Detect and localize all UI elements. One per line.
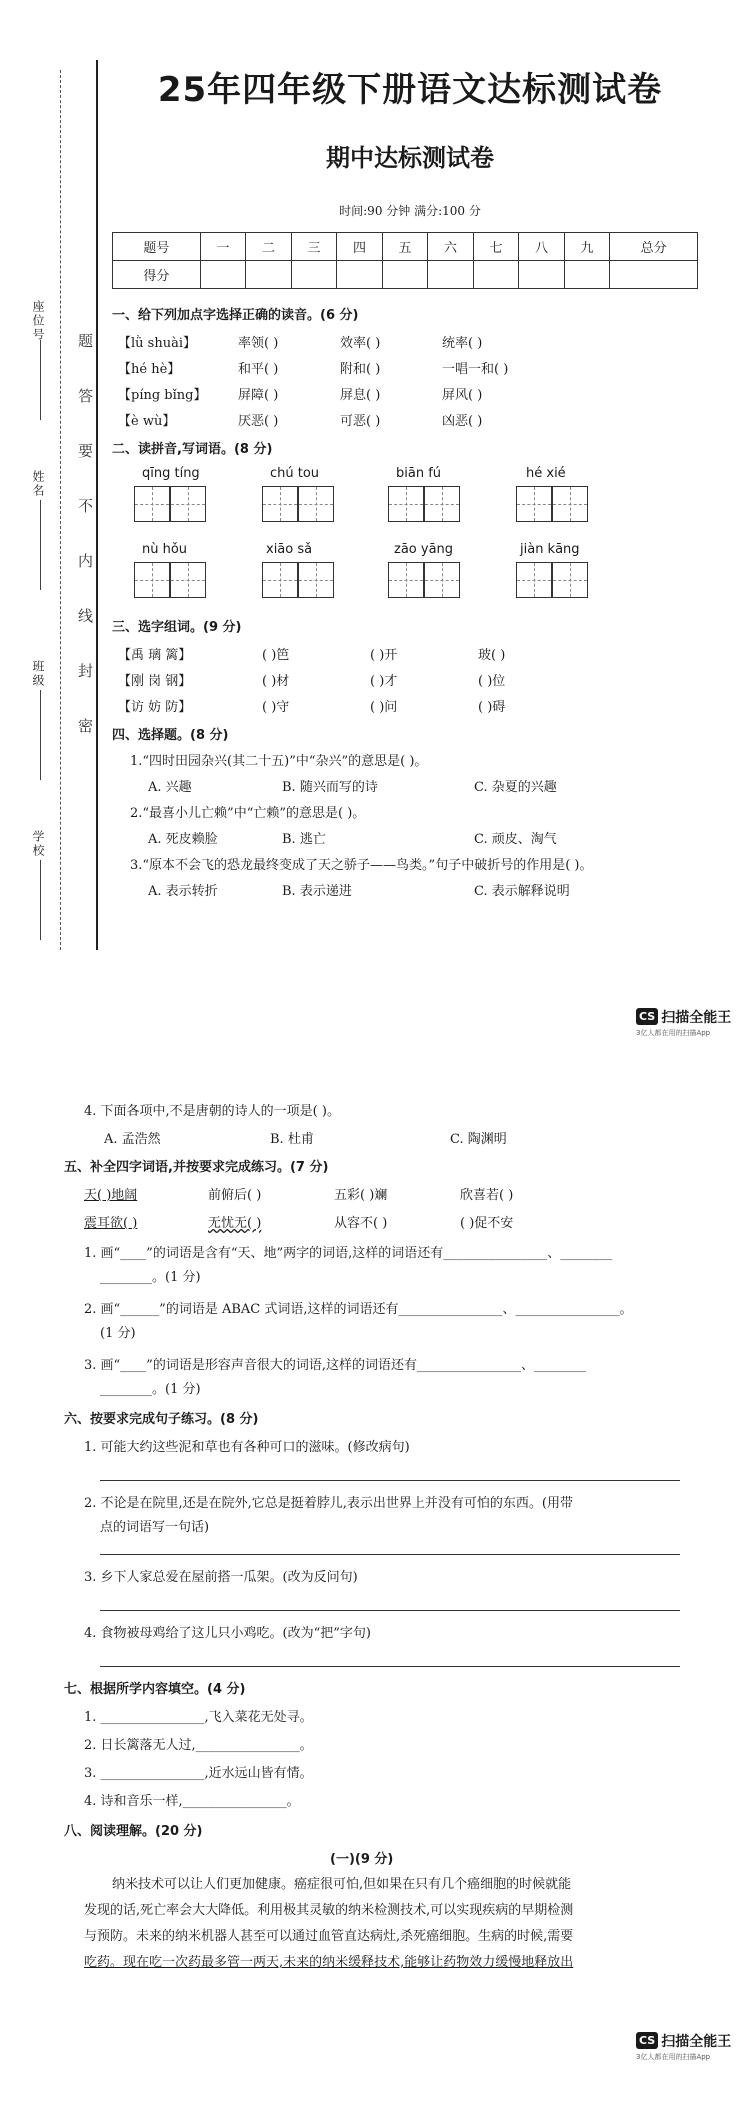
s3-item[interactable]: ( )笆 xyxy=(262,648,290,663)
s1-item[interactable]: 屏息( ) xyxy=(340,388,381,403)
score-table-header-row xyxy=(113,233,698,261)
seal-char: 题 xyxy=(78,332,94,350)
score-header-cell: 总分 xyxy=(610,233,698,261)
scanner-logo-icon: CS xyxy=(636,1008,658,1025)
s4-option[interactable]: A. 孟浩然 xyxy=(104,1132,161,1147)
s1-pinyin: 【hé hè】 xyxy=(118,362,181,377)
s4-option[interactable]: C. 顽皮、淘气 xyxy=(474,832,557,847)
s7-question-1[interactable]: 1. ________________,飞入菜花无处寻。 xyxy=(84,1710,313,1725)
score-table-score-row xyxy=(113,261,698,289)
s4-question-3: 3.“原本不会飞的恐龙最终变成了天之骄子——鸟类。”句子中破折号的作用是( )。 xyxy=(130,858,593,873)
scanner-name: 扫描全能王 xyxy=(661,2033,732,2050)
seal-char: 封 xyxy=(78,662,94,680)
s1-pinyin: 【è wù】 xyxy=(118,414,176,429)
score-header-cell: 七 xyxy=(473,233,519,261)
s3-item[interactable]: ( )问 xyxy=(370,700,398,715)
binding-strip xyxy=(0,40,110,940)
exam-subtitle: 期中达标测试卷 xyxy=(326,144,494,172)
answer-line[interactable] xyxy=(100,1666,680,1667)
seal-char: 内 xyxy=(78,552,94,570)
scanner-logo-icon: CS xyxy=(636,2032,658,2049)
s6-question-1: 1. 可能大约这些泥和草也有各种可口的滋味。(修改病句) xyxy=(84,1440,410,1455)
seat-number-label: 座位号 xyxy=(31,300,45,342)
score-header-cell: 二 xyxy=(246,233,292,261)
score-header-cell: 四 xyxy=(337,233,383,261)
school-line xyxy=(40,860,41,940)
s3-item[interactable]: ( )开 xyxy=(370,648,398,663)
scanner-watermark xyxy=(636,2030,731,2062)
s1-item[interactable]: 效率( ) xyxy=(340,336,381,351)
s4-option[interactable]: C. 杂夏的兴趣 xyxy=(474,780,557,795)
tian-grid-box[interactable] xyxy=(298,562,334,598)
s1-item[interactable]: 可恶( ) xyxy=(340,414,381,429)
seal-char: 线 xyxy=(78,607,94,625)
s6-question-2-cont: 点的词语写一句话) xyxy=(100,1520,210,1535)
binding-dashed-line xyxy=(60,70,61,950)
scanner-tagline: 3亿人都在用的扫描App xyxy=(636,1028,711,1037)
s1-item[interactable]: 和平( ) xyxy=(238,362,279,377)
s5-word[interactable]: 震耳欲( ) xyxy=(84,1216,138,1231)
s5-question-2: 2. 画“______”的词语是 ABAC 式词语,这样的词语还有________________、________________。 xyxy=(84,1302,633,1317)
tian-grid-box[interactable] xyxy=(516,562,552,598)
s3-chars: 【刚 岗 钢】 xyxy=(118,674,192,689)
score-row-label: 得分 xyxy=(113,261,201,289)
s1-pinyin: 【lǜ shuài】 xyxy=(118,336,196,351)
s1-item[interactable]: 屏风( ) xyxy=(442,388,483,403)
section-3-title: 三、选字组词。(9 分) xyxy=(112,620,242,635)
score-cell[interactable] xyxy=(428,261,474,289)
s3-item[interactable]: ( )碍 xyxy=(478,700,506,715)
s1-item[interactable]: 屏障( ) xyxy=(238,388,279,403)
score-header-cell: 六 xyxy=(428,233,474,261)
binding-line xyxy=(96,60,98,950)
seal-char: 密 xyxy=(78,717,94,735)
s5-word[interactable]: 前俯后( ) xyxy=(208,1188,262,1203)
s4-option[interactable]: C. 表示解释说明 xyxy=(474,884,570,899)
s3-item[interactable]: ( )才 xyxy=(370,674,398,689)
score-cell[interactable] xyxy=(610,261,698,289)
tian-grid-box[interactable] xyxy=(516,486,552,522)
score-header-cell: 五 xyxy=(382,233,428,261)
score-cell[interactable] xyxy=(382,261,428,289)
tian-grid-box[interactable] xyxy=(262,562,298,598)
tian-grid-box[interactable] xyxy=(170,562,206,598)
answer-line[interactable] xyxy=(100,1480,680,1481)
s1-item[interactable]: 厌恶( ) xyxy=(238,414,279,429)
exam-page-1 xyxy=(0,0,743,990)
tian-grid-box[interactable] xyxy=(262,486,298,522)
tian-grid-box[interactable] xyxy=(424,486,460,522)
s1-item[interactable]: 附和( ) xyxy=(340,362,381,377)
scanner-name: 扫描全能王 xyxy=(661,1009,732,1026)
name-line xyxy=(40,500,41,590)
section-4-title: 四、选择题。(8 分) xyxy=(112,728,229,743)
reading-part-title: (一)(9 分) xyxy=(330,1852,394,1867)
s4-option[interactable]: A. 死皮赖脸 xyxy=(148,832,218,847)
s5-word[interactable]: 天( )地阔 xyxy=(84,1188,138,1203)
s7-question-2[interactable]: 2. 日长篱落无人过,________________。 xyxy=(84,1738,313,1753)
s1-item[interactable]: 凶恶( ) xyxy=(442,414,483,429)
s6-question-3: 3. 乡下人家总爱在屋前搭一瓜架。(改为反问句) xyxy=(84,1570,358,1585)
s3-item[interactable]: ( )位 xyxy=(478,674,506,689)
s3-chars: 【访 妨 防】 xyxy=(118,700,192,715)
tian-grid-box[interactable] xyxy=(170,486,206,522)
score-cell[interactable] xyxy=(291,261,337,289)
tian-grid-box[interactable] xyxy=(388,562,424,598)
s5-question-3-cont: ________。(1 分) xyxy=(100,1382,201,1397)
s5-word[interactable]: ( )促不安 xyxy=(460,1216,514,1231)
s5-word[interactable]: 无忧无( ) xyxy=(208,1216,262,1231)
s7-question-4[interactable]: 4. 诗和音乐一样,________________。 xyxy=(84,1794,300,1809)
s4-option[interactable]: A. 兴趣 xyxy=(148,780,192,795)
score-header-cell: 九 xyxy=(564,233,610,261)
seal-char: 答 xyxy=(78,387,94,405)
tian-grid-box[interactable] xyxy=(134,486,170,522)
score-cell[interactable] xyxy=(337,261,383,289)
s4-question-1: 1.“四时田园杂兴(其二十五)”中“杂兴”的意思是( )。 xyxy=(130,754,428,769)
reading-passage-line: 纳米技术可以让人们更加健康。癌症很可怕,但如果在只有几个癌细胞的时候就能 xyxy=(112,1877,572,1892)
s6-question-4: 4. 食物被母鸡给了这儿只小鸡吃。(改为“把”字句) xyxy=(84,1626,371,1641)
s3-item[interactable]: ( )材 xyxy=(262,674,290,689)
tian-grid-box[interactable] xyxy=(552,486,588,522)
s4-question-4: 4. 下面各项中,不是唐朝的诗人的一项是( )。 xyxy=(84,1104,340,1119)
tian-grid-box[interactable] xyxy=(552,562,588,598)
s4-option[interactable]: B. 逃亡 xyxy=(282,832,326,847)
tian-grid-box[interactable] xyxy=(424,562,460,598)
score-header-cell: 三 xyxy=(291,233,337,261)
exam-title: 25年四年级下册语文达标测试卷 xyxy=(157,70,663,110)
s2-pinyin: hé xié xyxy=(526,466,566,481)
score-header-cell: 题号 xyxy=(113,233,201,261)
s5-question-1-cont: ________。(1 分) xyxy=(100,1270,201,1285)
s2-pinyin: zāo yāng xyxy=(394,542,454,557)
section-6-title: 六、按要求完成句子练习。(8 分) xyxy=(64,1412,259,1427)
school-label: 学校 xyxy=(31,830,45,858)
s1-item[interactable]: 率领( ) xyxy=(238,336,279,351)
s3-item[interactable]: 玻( ) xyxy=(478,648,506,663)
s5-word[interactable]: 欣喜若( ) xyxy=(460,1188,514,1203)
tian-grid-box[interactable] xyxy=(134,562,170,598)
s2-pinyin: xiāo sǎ xyxy=(266,542,313,557)
tian-grid-box[interactable] xyxy=(388,486,424,522)
seal-char: 不 xyxy=(78,497,94,515)
score-header-cell: 八 xyxy=(519,233,565,261)
s4-option[interactable]: B. 随兴而写的诗 xyxy=(282,780,378,795)
score-table xyxy=(112,232,698,289)
section-8-title: 八、阅读理解。(20 分) xyxy=(64,1824,203,1839)
s2-pinyin: jiàn kāng xyxy=(520,542,580,557)
s3-chars: 【禹 璃 篱】 xyxy=(118,648,192,663)
reading-passage-line: 与预防。未来的纳米机器人甚至可以通过血管直达病灶,杀死癌细胞。生病的时候,需要 xyxy=(84,1929,574,1944)
s4-option[interactable]: B. 杜甫 xyxy=(270,1132,314,1147)
s5-question-3: 3. 画“____”的词语是形容声音很大的词语,这样的词语还有________________、________ xyxy=(84,1358,586,1373)
score-header-cell: 一 xyxy=(200,233,246,261)
s4-question-2: 2.“最喜小儿亡赖”中“亡赖”的意思是( )。 xyxy=(130,806,366,821)
answer-line[interactable] xyxy=(100,1554,680,1555)
answer-line[interactable] xyxy=(100,1610,680,1611)
s2-pinyin: chú tou xyxy=(270,466,320,481)
exam-page-2 xyxy=(0,1060,743,2104)
seal-char: 要 xyxy=(78,442,94,460)
score-cell[interactable] xyxy=(200,261,246,289)
s1-item[interactable]: 一唱一和( ) xyxy=(442,362,509,377)
s4-option[interactable]: C. 陶渊明 xyxy=(450,1132,507,1147)
s5-word[interactable]: 五彩( )斓 xyxy=(334,1188,388,1203)
s3-item[interactable]: ( )守 xyxy=(262,700,290,715)
class-line xyxy=(40,690,41,780)
s5-question-1: 1. 画“____”的词语是含有“天、地”两字的词语,这样的词语还有________________、________ xyxy=(84,1246,613,1261)
s2-pinyin: biān fú xyxy=(396,466,442,481)
seat-number-line xyxy=(40,340,41,420)
s1-item[interactable]: 统率( ) xyxy=(442,336,483,351)
score-cell[interactable] xyxy=(473,261,519,289)
section-5-title: 五、补全四字词语,并按要求完成练习。(7 分) xyxy=(64,1160,329,1175)
scanner-tagline: 3亿人都在用的扫描App xyxy=(636,2052,711,2061)
tian-grid-box[interactable] xyxy=(298,486,334,522)
time-score-info: 时间:90 分钟 满分:100 分 xyxy=(339,204,481,218)
s5-word[interactable]: 从容不( ) xyxy=(334,1216,388,1231)
section-7-title: 七、根据所学内容填空。(4 分) xyxy=(64,1682,246,1697)
s7-question-3[interactable]: 3. ________________,近水远山皆有情。 xyxy=(84,1766,313,1781)
s5-question-2-cont: (1 分) xyxy=(100,1326,136,1341)
reading-passage-line: 吃药。现在吃一次药最多管一两天,未来的纳米缓释技术,能够让药物效力缓慢地释放出 xyxy=(84,1955,574,1970)
name-label: 姓名 xyxy=(31,470,45,498)
score-cell[interactable] xyxy=(564,261,610,289)
score-cell[interactable] xyxy=(246,261,292,289)
s4-option[interactable]: B. 表示递进 xyxy=(282,884,352,899)
class-label: 班级 xyxy=(31,660,45,688)
section-2-title: 二、读拼音,写词语。(8 分) xyxy=(112,442,273,457)
s2-pinyin: qīng tíng xyxy=(142,466,200,481)
s1-pinyin: 【píng bǐng】 xyxy=(118,388,207,403)
score-cell[interactable] xyxy=(519,261,565,289)
section-1-title: 一、给下列加点字选择正确的读音。(6 分) xyxy=(112,308,359,323)
s2-pinyin: nù hǒu xyxy=(142,542,188,557)
s6-question-2: 2. 不论是在院里,还是在院外,它总是挺着脖儿,表示出世界上并没有可怕的东西。(用带 xyxy=(84,1496,574,1511)
reading-passage-line: 发现的话,死亡率会大大降低。利用极其灵敏的纳米检测技术,可以实现疾病的早期检测 xyxy=(84,1903,574,1918)
s4-option[interactable]: A. 表示转折 xyxy=(148,884,218,899)
scanner-watermark xyxy=(636,1006,731,1038)
